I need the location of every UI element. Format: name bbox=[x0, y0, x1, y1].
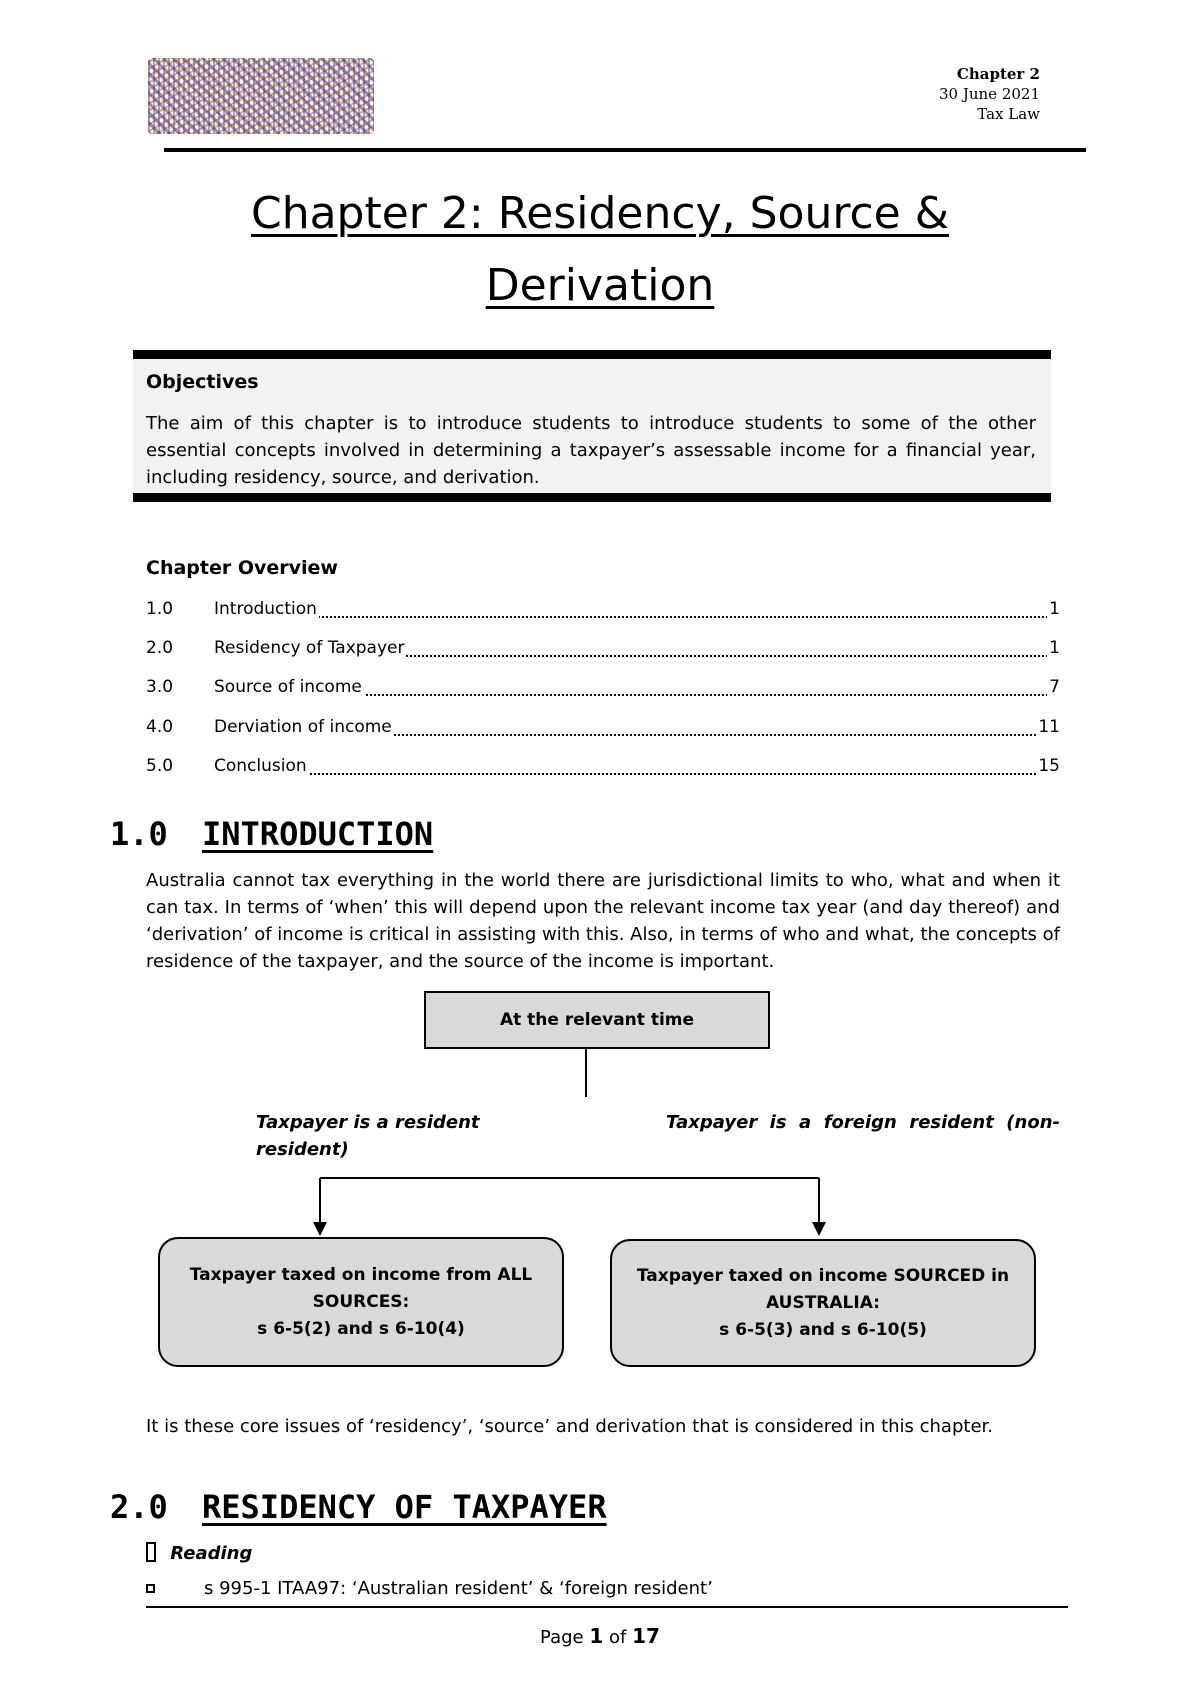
all-sources-box bbox=[158, 1237, 564, 1367]
all-sources-line-2: SOURCES: bbox=[312, 1291, 410, 1312]
resident-label-line-1: Taxpayer is a resident bbox=[256, 1112, 480, 1133]
reading-text: Reading bbox=[170, 1543, 253, 1564]
section-1-title: INTRODUCTION bbox=[202, 815, 434, 853]
overview-heading: Chapter Overview bbox=[146, 557, 338, 579]
footer-total-pages: 17 bbox=[632, 1624, 660, 1648]
toc-page: 1 bbox=[1049, 638, 1060, 658]
footer-prefix: Page bbox=[540, 1627, 584, 1648]
toc-page: 7 bbox=[1049, 677, 1060, 697]
section-1-number: 1.0 bbox=[110, 815, 168, 853]
section-1-paragraph: Australia cannot tax everything in the world there are jurisdictional limits to who, what and when it can tax. In terms of ‘when’ this will depend upon the relevant income tax year (and day thereof) and ‘derivation’ of income is critical in assisting with this. Also, in terms of who and what, the concepts of residence of the taxpayer, and the source of the income is important. bbox=[146, 870, 1060, 972]
toc-page: 15 bbox=[1038, 756, 1060, 776]
resident-label-line-2: resident) bbox=[256, 1139, 349, 1160]
toc-label: Source of income bbox=[214, 677, 362, 697]
australia-sourced-line-3: s 6-5(3) and s 6-10(5) bbox=[719, 1319, 927, 1340]
all-sources-line-3: s 6-5(2) and s 6-10(4) bbox=[257, 1318, 465, 1339]
australia-sourced-box bbox=[610, 1239, 1036, 1367]
toc-number: 3.0 bbox=[146, 677, 174, 697]
toc-page: 11 bbox=[1038, 717, 1060, 737]
toc-number: 2.0 bbox=[146, 638, 174, 658]
arrow-head bbox=[812, 1222, 826, 1236]
section-2-number: 2.0 bbox=[110, 1488, 168, 1526]
arrow-head bbox=[313, 1222, 327, 1236]
resident-label bbox=[256, 1109, 480, 1163]
toc-label: Derviation of income bbox=[214, 717, 392, 737]
toc-label: Conclusion bbox=[214, 756, 307, 776]
toc-label: Residency of Taxpayer bbox=[214, 638, 405, 658]
header-chapter: Chapter 2 bbox=[956, 65, 1040, 83]
toc-label: Introduction bbox=[214, 599, 317, 619]
footer-page-number: 1 bbox=[589, 1624, 604, 1648]
foreign-resident-label: Taxpayer is a foreign resident (non- bbox=[666, 1112, 1060, 1133]
checkbox-bullet-icon bbox=[146, 1584, 155, 1593]
footer-of: of bbox=[609, 1627, 627, 1648]
list-item bbox=[146, 1578, 1046, 1602]
section-2-heading bbox=[110, 1488, 1010, 1532]
all-sources-line-1: Taxpayer taxed on income from ALL bbox=[189, 1264, 533, 1285]
page-footer bbox=[0, 1624, 1200, 1648]
australia-sourced-line-1: Taxpayer taxed on income SOURCED in bbox=[636, 1265, 1010, 1286]
toc-number: 4.0 bbox=[146, 717, 174, 737]
title-line-2: Derivation bbox=[485, 260, 715, 311]
toc-page: 1 bbox=[1049, 599, 1060, 619]
header-date: 30 June 2021 bbox=[938, 85, 1040, 103]
section-2-title: RESIDENCY OF TAXPAYER bbox=[202, 1488, 607, 1526]
list-item-text: s 995-1 ITAA97: ‘Australian resident’ & ‘foreign resident’ bbox=[204, 1578, 713, 1599]
toc-number: 1.0 bbox=[146, 599, 174, 619]
objectives-text: The aim of this chapter is to introduce students to introduce students to some of the other essential concepts involved in determining a taxpayer’s assessable income for a financial year, including residency, source, and derivation. bbox=[146, 413, 1036, 488]
reading-label bbox=[146, 1542, 252, 1564]
title-line-1: Chapter 2: Residency, Source & bbox=[250, 188, 950, 239]
footer-divider bbox=[146, 1606, 1068, 1608]
toc-number: 5.0 bbox=[146, 756, 174, 776]
closing-paragraph: It is these core issues of ‘residency’, ‘source’ and derivation that is considered in this chapter. bbox=[146, 1416, 993, 1437]
australia-sourced-line-2: AUSTRALIA: bbox=[766, 1292, 880, 1313]
header-subject: Tax Law bbox=[977, 105, 1040, 123]
diagram-top-box: At the relevant time bbox=[424, 991, 770, 1049]
objectives-heading: Objectives bbox=[146, 371, 259, 393]
book-icon bbox=[146, 1542, 156, 1562]
